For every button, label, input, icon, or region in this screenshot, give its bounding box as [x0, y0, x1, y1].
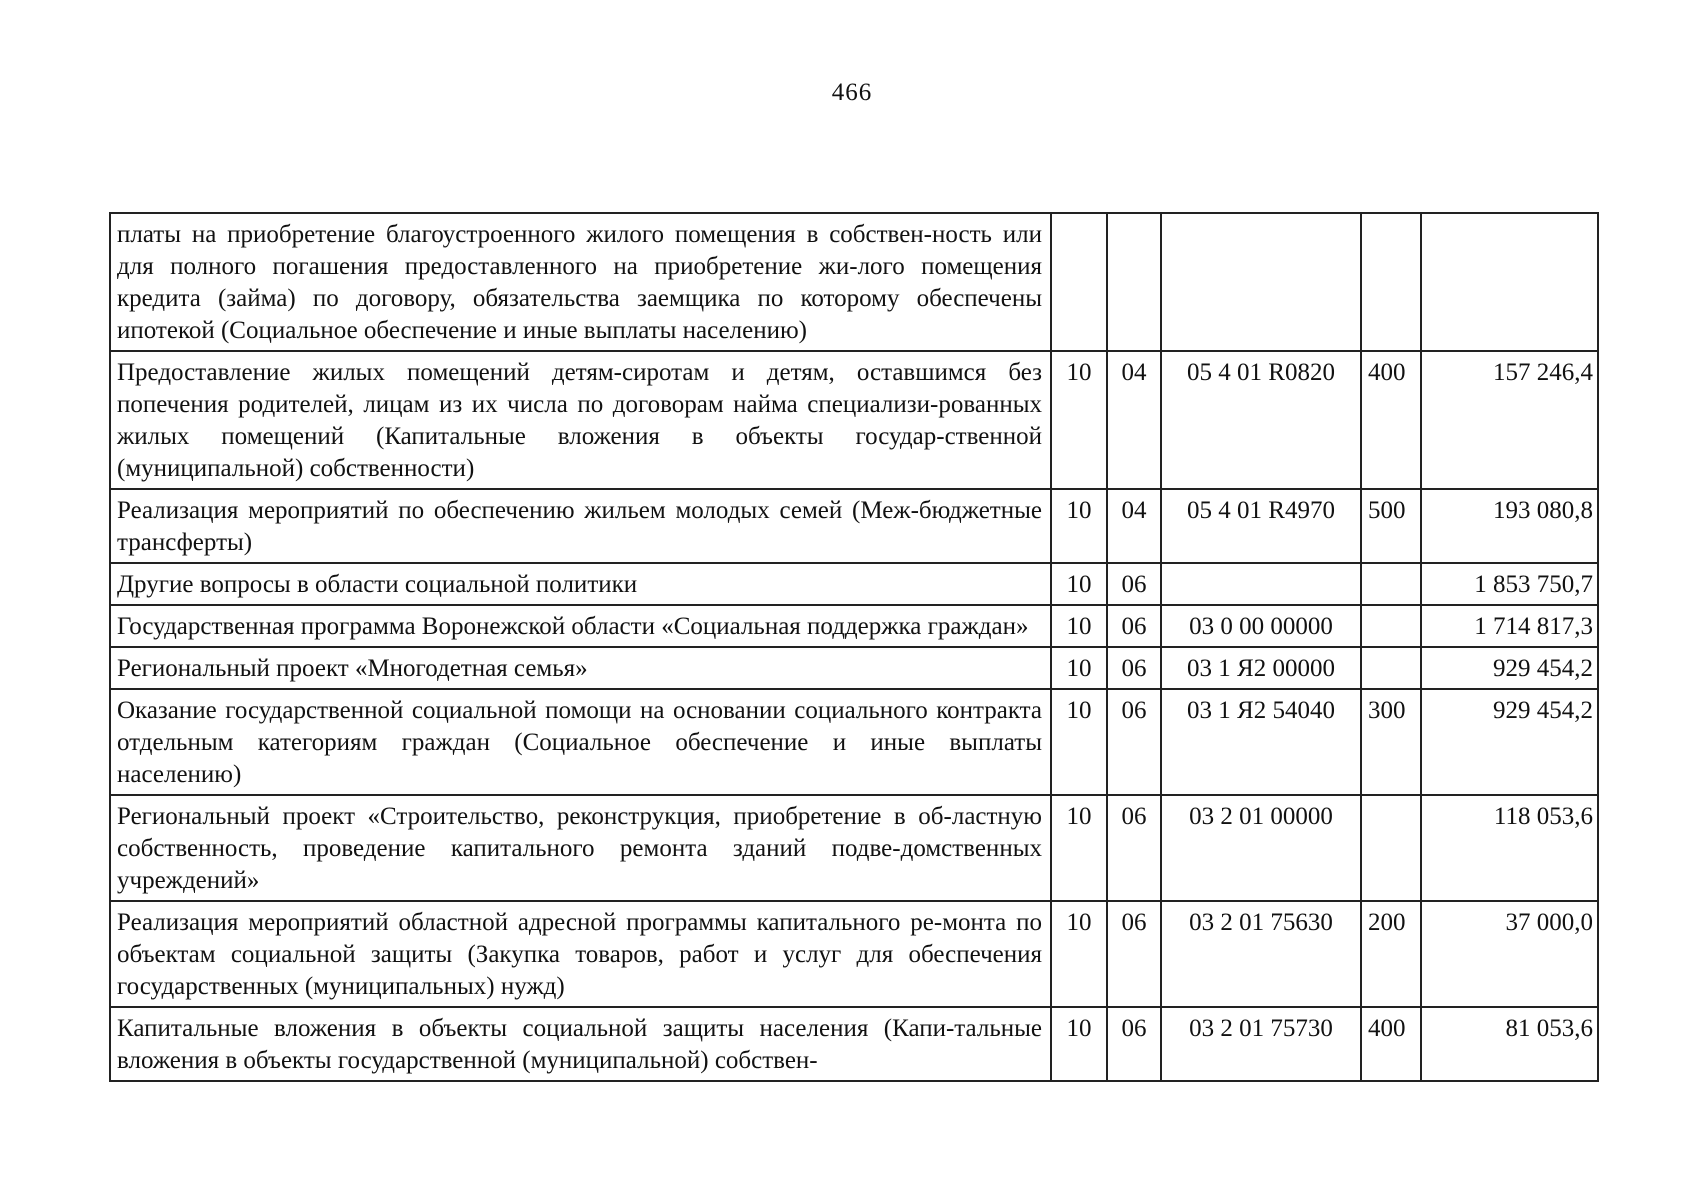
table-row	[110, 795, 1598, 901]
row-expense-type	[1361, 605, 1421, 647]
row-description: Реализация мероприятий областной адресной программы капитального ре-монта по объектам социальной защиты (Закупка товаров, работ и услуг для обеспечения государственных (муниципальных) нужд)	[110, 901, 1051, 1007]
row-amount: 929 454,2	[1421, 689, 1598, 795]
row-target-article: 03 0 00 00000	[1161, 605, 1361, 647]
row-description: Региональный проект «Строительство, реконструкция, приобретение в об-ластную собственность, проведение капитального ремонта зданий подве-домственных учреждений»	[110, 795, 1051, 901]
row-section: 10	[1051, 795, 1107, 901]
row-description: Оказание государственной социальной помощи на основании социального контракта отдельным категориям граждан (Социальное обеспечение и иные выплаты населению)	[110, 689, 1051, 795]
row-expense-type: 200	[1361, 901, 1421, 1007]
row-subsection: 04	[1107, 489, 1161, 563]
row-description: платы на приобретение благоустроенного жилого помещения в собствен-ность или для полного погашения предоставленного на приобретение жи-лого помещения кредита (займа) по договору, обязательства заемщика по которому обеспечены ипотекой (Социальное обеспечение и иные выплаты населению)	[110, 213, 1051, 351]
row-amount: 1 714 817,3	[1421, 605, 1598, 647]
row-target-article: 05 4 01 R4970	[1161, 489, 1361, 563]
row-amount	[1421, 213, 1598, 351]
table-row	[110, 351, 1598, 489]
row-section: 10	[1051, 689, 1107, 795]
row-subsection: 06	[1107, 795, 1161, 901]
row-expense-type	[1361, 795, 1421, 901]
row-section: 10	[1051, 647, 1107, 689]
row-amount: 929 454,2	[1421, 647, 1598, 689]
row-subsection: 06	[1107, 647, 1161, 689]
row-subsection	[1107, 213, 1161, 351]
table-row	[110, 901, 1598, 1007]
row-expense-type	[1361, 563, 1421, 605]
row-section: 10	[1051, 1007, 1107, 1081]
row-target-article	[1161, 213, 1361, 351]
table-row	[110, 563, 1598, 605]
row-subsection: 06	[1107, 901, 1161, 1007]
row-amount: 193 080,8	[1421, 489, 1598, 563]
row-subsection: 06	[1107, 689, 1161, 795]
row-expense-type: 300	[1361, 689, 1421, 795]
row-target-article: 03 1 Я2 54040	[1161, 689, 1361, 795]
table-row	[110, 213, 1598, 351]
row-description: Капитальные вложения в объекты социальной защиты населения (Капи-тальные вложения в объекты государственной (муниципальной) собствен-	[110, 1007, 1051, 1081]
row-target-article: 03 2 01 75730	[1161, 1007, 1361, 1081]
row-amount: 118 053,6	[1421, 795, 1598, 901]
row-section: 10	[1051, 489, 1107, 563]
row-subsection: 04	[1107, 351, 1161, 489]
row-subsection: 06	[1107, 1007, 1161, 1081]
row-expense-type: 400	[1361, 1007, 1421, 1081]
row-section: 10	[1051, 351, 1107, 489]
row-expense-type: 400	[1361, 351, 1421, 489]
table-row	[110, 1007, 1598, 1081]
row-target-article: 03 2 01 00000	[1161, 795, 1361, 901]
row-target-article	[1161, 563, 1361, 605]
row-amount: 37 000,0	[1421, 901, 1598, 1007]
row-expense-type: 500	[1361, 489, 1421, 563]
row-section: 10	[1051, 605, 1107, 647]
row-section: 10	[1051, 901, 1107, 1007]
budget-table	[109, 212, 1599, 1082]
row-subsection: 06	[1107, 605, 1161, 647]
row-target-article: 03 1 Я2 00000	[1161, 647, 1361, 689]
row-section	[1051, 213, 1107, 351]
row-subsection: 06	[1107, 563, 1161, 605]
row-target-article: 05 4 01 R0820	[1161, 351, 1361, 489]
row-amount: 157 246,4	[1421, 351, 1598, 489]
row-description: Государственная программа Воронежской области «Социальная поддержка граждан»	[110, 605, 1051, 647]
row-description: Предоставление жилых помещений детям-сиротам и детям, оставшимся без попечения родителей, лицам из их числа по договорам найма специализи-рованных жилых помещений (Капитальные вложения в объекты государ-ственной (муниципальной) собственности)	[110, 351, 1051, 489]
page-number: 466	[831, 79, 873, 106]
row-expense-type	[1361, 213, 1421, 351]
row-target-article: 03 2 01 75630	[1161, 901, 1361, 1007]
table-row	[110, 689, 1598, 795]
table-row	[110, 647, 1598, 689]
table-body	[110, 213, 1598, 1081]
row-expense-type	[1361, 647, 1421, 689]
row-amount: 81 053,6	[1421, 1007, 1598, 1081]
row-section: 10	[1051, 563, 1107, 605]
row-amount: 1 853 750,7	[1421, 563, 1598, 605]
row-description: Реализация мероприятий по обеспечению жильем молодых семей (Меж-бюджетные трансферты)	[110, 489, 1051, 563]
table-row	[110, 605, 1598, 647]
row-description: Другие вопросы в области социальной политики	[110, 563, 1051, 605]
row-description: Региональный проект «Многодетная семья»	[110, 647, 1051, 689]
table-row	[110, 489, 1598, 563]
